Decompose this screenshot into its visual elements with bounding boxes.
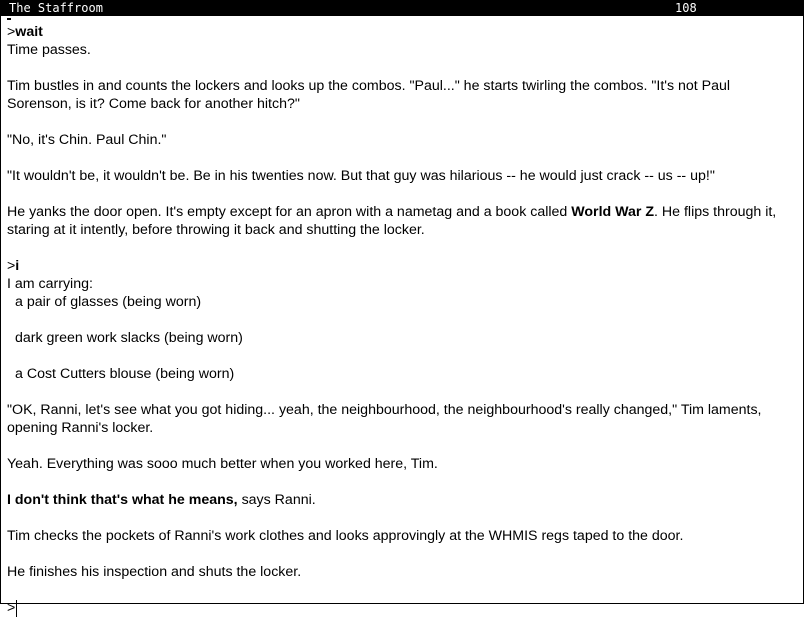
response-text xyxy=(7,203,797,239)
response-text: "OK, Ranni, let's see what you got hiding... yeah, the neighbourhood, the neighbourhood's really changed," Tim laments, opening Ranni's locker. xyxy=(7,402,766,436)
response-text: Yeah. Everything was sooo much better when you worked here, Tim. xyxy=(7,456,438,472)
book-title: World War Z xyxy=(571,204,655,220)
response-text: Tim checks the pockets of Ranni's work clothes and looks approvingly at the WHMIS regs taped to the door. xyxy=(7,528,684,544)
text-span: says Ranni. xyxy=(237,492,316,508)
inventory-item: dark green work slacks (being worn) xyxy=(15,330,243,346)
response-text: He finishes his inspection and shuts the locker. xyxy=(7,564,302,580)
text-span: . He flips through it, staring at it intently, before throwing it back and shutting the locker. xyxy=(7,204,781,238)
status-bar xyxy=(1,1,803,16)
response-text: Time passes. xyxy=(7,42,91,58)
text-cursor xyxy=(16,600,17,617)
inventory-list xyxy=(7,293,797,383)
inventory-item: a Cost Cutters blouse (being worn) xyxy=(15,366,235,382)
scroll-indicator xyxy=(7,18,11,20)
prompt-symbol: > xyxy=(7,24,16,40)
response-text: Tim bustles in and counts the lockers and looks up the combos. "Paul..." he starts twirling the combos. "It's not Paul Sorenson, is it? Come back for another hitch?" xyxy=(7,78,735,112)
command-echo xyxy=(7,257,797,275)
dialogue-bold: I don't think that's what he means, xyxy=(7,492,238,508)
prompt-symbol: > xyxy=(7,600,16,616)
response-text xyxy=(7,491,797,509)
command-text: wait xyxy=(15,24,43,40)
inventory-item: a pair of glasses (being worn) xyxy=(15,294,202,310)
command-input-line[interactable] xyxy=(7,599,797,617)
prompt-symbol: > xyxy=(7,258,16,274)
text-span: He yanks the door open. It's empty except for an apron with a nametag and a book called xyxy=(7,204,572,220)
command-echo xyxy=(7,23,797,41)
transcript xyxy=(7,23,797,617)
response-text: "It wouldn't be, it wouldn't be. Be in his twenties now. But that guy was hilarious -- he would just crack -- us -- up!" xyxy=(7,168,715,184)
response-text: "No, it's Chin. Paul Chin." xyxy=(7,132,167,148)
command-text: i xyxy=(15,258,20,274)
inventory-header: I am carrying: xyxy=(7,276,93,292)
score-counter: 108 xyxy=(675,1,697,15)
location-name: The Staffroom xyxy=(9,1,103,15)
